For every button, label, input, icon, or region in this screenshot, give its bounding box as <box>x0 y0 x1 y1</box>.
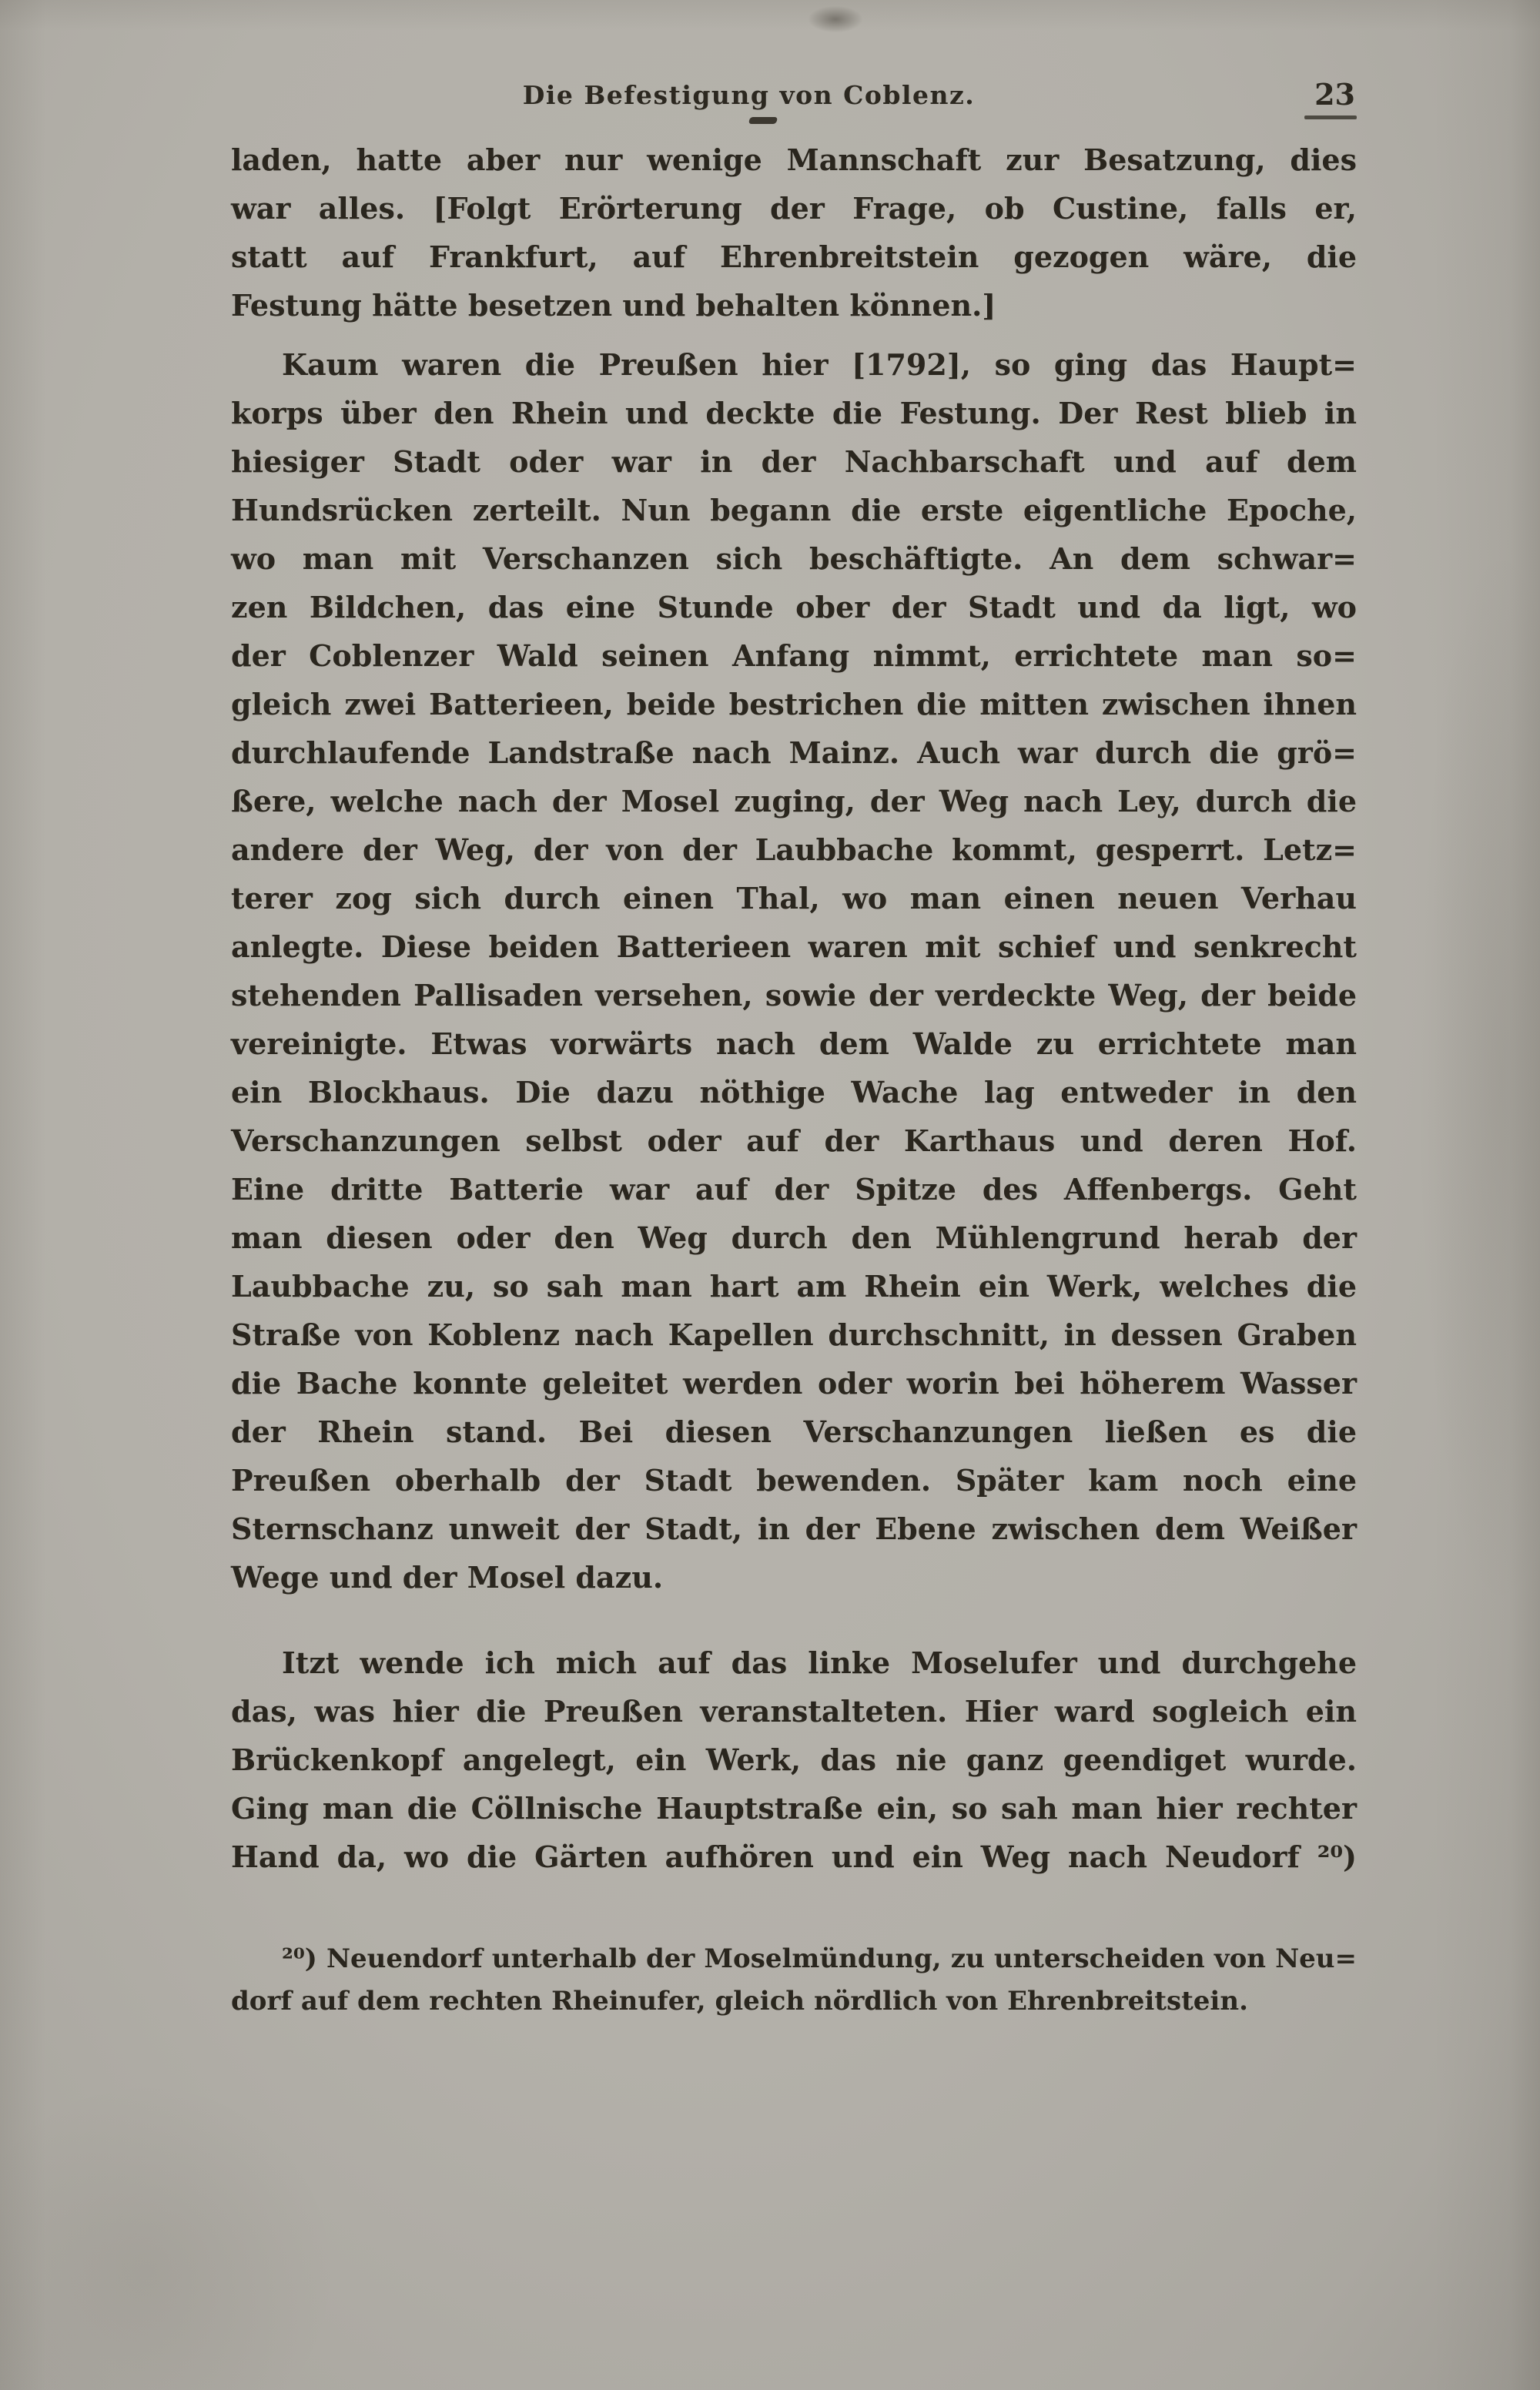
text-line: Hundsrücken zerteilt. Nun begann die erste eigentliche Epoche, <box>231 493 1357 527</box>
paper-smudge-top <box>808 6 862 32</box>
header-ornament-dash <box>748 117 777 124</box>
paragraph-preussen-1792 <box>231 340 1357 1602</box>
text-line: hiesiger Stadt oder war in der Nachbarschaft und auf dem <box>231 444 1357 479</box>
text-line: Eine dritte Batterie war auf der Spitze des Affenbergs. Geht <box>231 1172 1357 1207</box>
footnote-20-neuendorf <box>231 1938 1357 2023</box>
text-line: laden, hatte aber nur wenige Mannschaft zur Besatzung, dies <box>231 142 1357 177</box>
text-line: andere der Weg, der von der Laubbache kommt, gesperrt. Letz= <box>231 832 1357 867</box>
text-line: zen Bildchen, das eine Stunde ober der Stadt und da ligt, wo <box>231 590 1357 624</box>
text-line: ein Blockhaus. Die dazu nöthige Wache lag entweder in den <box>231 1075 1357 1110</box>
text-line: die Bache konnte geleitet werden oder worin bei höherem Wasser <box>231 1366 1357 1401</box>
text-line: Sternschanz unweit der Stadt, in der Ebene zwischen dem Weißer <box>231 1511 1357 1546</box>
text-line: Straße von Koblenz nach Kapellen durchschnitt, in dessen Graben <box>231 1317 1357 1352</box>
paragraph-linkes-moselufer <box>231 1639 1357 1881</box>
text-line: Brückenkopf angelegt, ein Werk, das nie ganz geendiget wurde. <box>231 1742 1357 1777</box>
paper-shading-bottom-left <box>0 2079 339 2390</box>
text-line: anlegte. Diese beiden Batterieen waren mit schief und senkrecht <box>231 929 1357 964</box>
text-line: Hand da, wo die Gärten aufhören und ein Weg nach Neudorf ²⁰) <box>231 1839 1357 1874</box>
text-line: ²⁰) Neuendorf unterhalb der Moselmündung, zu unterscheiden von Neu= <box>282 1943 1357 1974</box>
text-line: war alles. [Folgt Erörterung der Frage, ob Custine, falls er, <box>231 191 1357 226</box>
text-line: Ging man die Cöllnische Hauptstraße ein, so sah man hier rechter <box>231 1791 1357 1826</box>
text-line: terer zog sich durch einen Thal, wo man einen neuen Verhau <box>231 881 1357 915</box>
text-line: dorf auf dem rechten Rheinufer, gleich nördlich von Ehrenbreitstein. <box>231 1986 1248 2017</box>
paragraph-continuation-besatzung <box>231 136 1357 330</box>
text-line: Laubbache zu, so sah man hart am Rhein ein Werk, welches die <box>231 1269 1357 1304</box>
text-line: ßere, welche nach der Mosel zuging, der Weg nach Ley, durch die <box>231 784 1357 818</box>
running-header <box>231 77 1357 126</box>
text-line: Kaum waren die Preußen hier [1792], so ging das Haupt= <box>282 347 1357 382</box>
text-line: statt auf Frankfurt, auf Ehrenbreitstein gezogen wäre, die <box>231 239 1357 274</box>
text-line: Preußen oberhalb der Stadt bewenden. Später kam noch eine <box>231 1463 1357 1498</box>
text-line: Wege und der Mosel dazu. <box>231 1560 664 1595</box>
page-number-underline <box>1304 115 1357 119</box>
text-line: man diesen oder den Weg durch den Mühlengrund herab der <box>231 1220 1357 1255</box>
text-line: durchlaufende Landstraße nach Mainz. Auch war durch die grö= <box>231 735 1357 770</box>
page-number: 23 <box>1314 77 1355 112</box>
text-line: Verschanzungen selbst oder auf der Karthaus und deren Hof. <box>231 1123 1357 1158</box>
text-line: wo man mit Verschanzen sich beschäftigte. An dem schwar= <box>231 541 1357 576</box>
text-line: das, was hier die Preußen veranstalteten. Hier ward sogleich ein <box>231 1694 1357 1729</box>
text-line: Itzt wende ich mich auf das linke Moselufer und durchgehe <box>282 1645 1357 1680</box>
text-line: Festung hätte besetzen und behalten können.] <box>231 288 996 323</box>
text-line: gleich zwei Batterieen, beide bestrichen die mitten zwischen ihnen <box>231 687 1357 721</box>
text-line: der Coblenzer Wald seinen Anfang nimmt, errichtete man so= <box>231 638 1357 673</box>
text-line: der Rhein stand. Bei diesen Verschanzungen ließen es die <box>231 1414 1357 1449</box>
text-line: korps über den Rhein und deckte die Festung. Der Rest blieb in <box>231 396 1357 430</box>
paper-shading-right <box>1417 539 1540 1617</box>
running-header-title: Die Befestigung von Coblenz. <box>522 80 976 110</box>
text-line: vereinigte. Etwas vorwärts nach dem Walde zu errichtete man <box>231 1026 1357 1061</box>
text-line: stehenden Pallisaden versehen, sowie der verdeckte Weg, der beide <box>231 978 1357 1013</box>
page-body-text <box>231 136 1357 2023</box>
